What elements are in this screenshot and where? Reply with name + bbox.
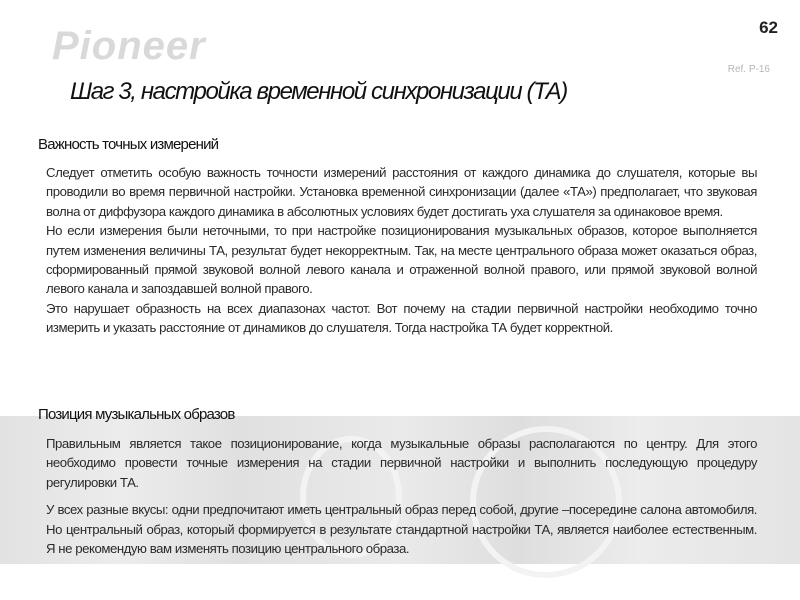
section-heading-measurements: Важность точных измерений [38, 136, 219, 153]
reference-label: Ref. P-16 [727, 64, 770, 75]
paragraph: У всех разные вкусы: одни предпочитают иметь центральный образ перед собой, другие –посередине салона автомобиля. Но центральный образ, который формируется в результате стандартной настройки ТА, является наиболее естественным. Я не рекомендую вам изменять позицию центрального образа. [46, 502, 757, 557]
section-body-positioning [46, 434, 757, 558]
pioneer-logo: Pioneer [52, 24, 206, 68]
section-body-measurements [46, 163, 757, 338]
paragraph: Следует отметить особую важность точности измерений расстояния от каждого динамика до слушателя, которые вы проводили во время первичной настройки. Установка временной синхронизации (далее «ТА») предполагает, что звуковая волна от диффузора каждого динамика в абсолютных условиях будет достигать уха слушателя за одинаковое время. [46, 165, 757, 219]
section-heading-positioning: Позиция музыкальных образов [38, 406, 235, 423]
page-number: 62 [759, 18, 778, 37]
paragraph: Правильным является такое позиционирование, когда музыкальные образы располагаются по центру. Для этого необходимо провести точные измерения на стадии первичной настройки и выполнить последующую процедуру регулировки ТА. [46, 436, 757, 490]
paragraph: Но если измерения были неточными, то при настройке позиционирования музыкальных образов, которое выполняется путем изменения величины ТА, результат будет некорректным. Так, на месте центрального образа может оказаться образ, сформированный прямой звуковой волной левого канала и отраженной волной правого, или прямой звуковой волной левого канала и запоздавшей волной правого. [46, 223, 757, 297]
slide-title: Шаг 3, настройка временной синхронизации (ТА) [70, 78, 567, 105]
paragraph: Это нарушает образность на всех диапазонах частот. Вот почему на стадии первичной настройки необходимо точно измерить и указать расстояние от динамиков до слушателя. Тогда настройка ТА будет корректной. [46, 300, 757, 336]
